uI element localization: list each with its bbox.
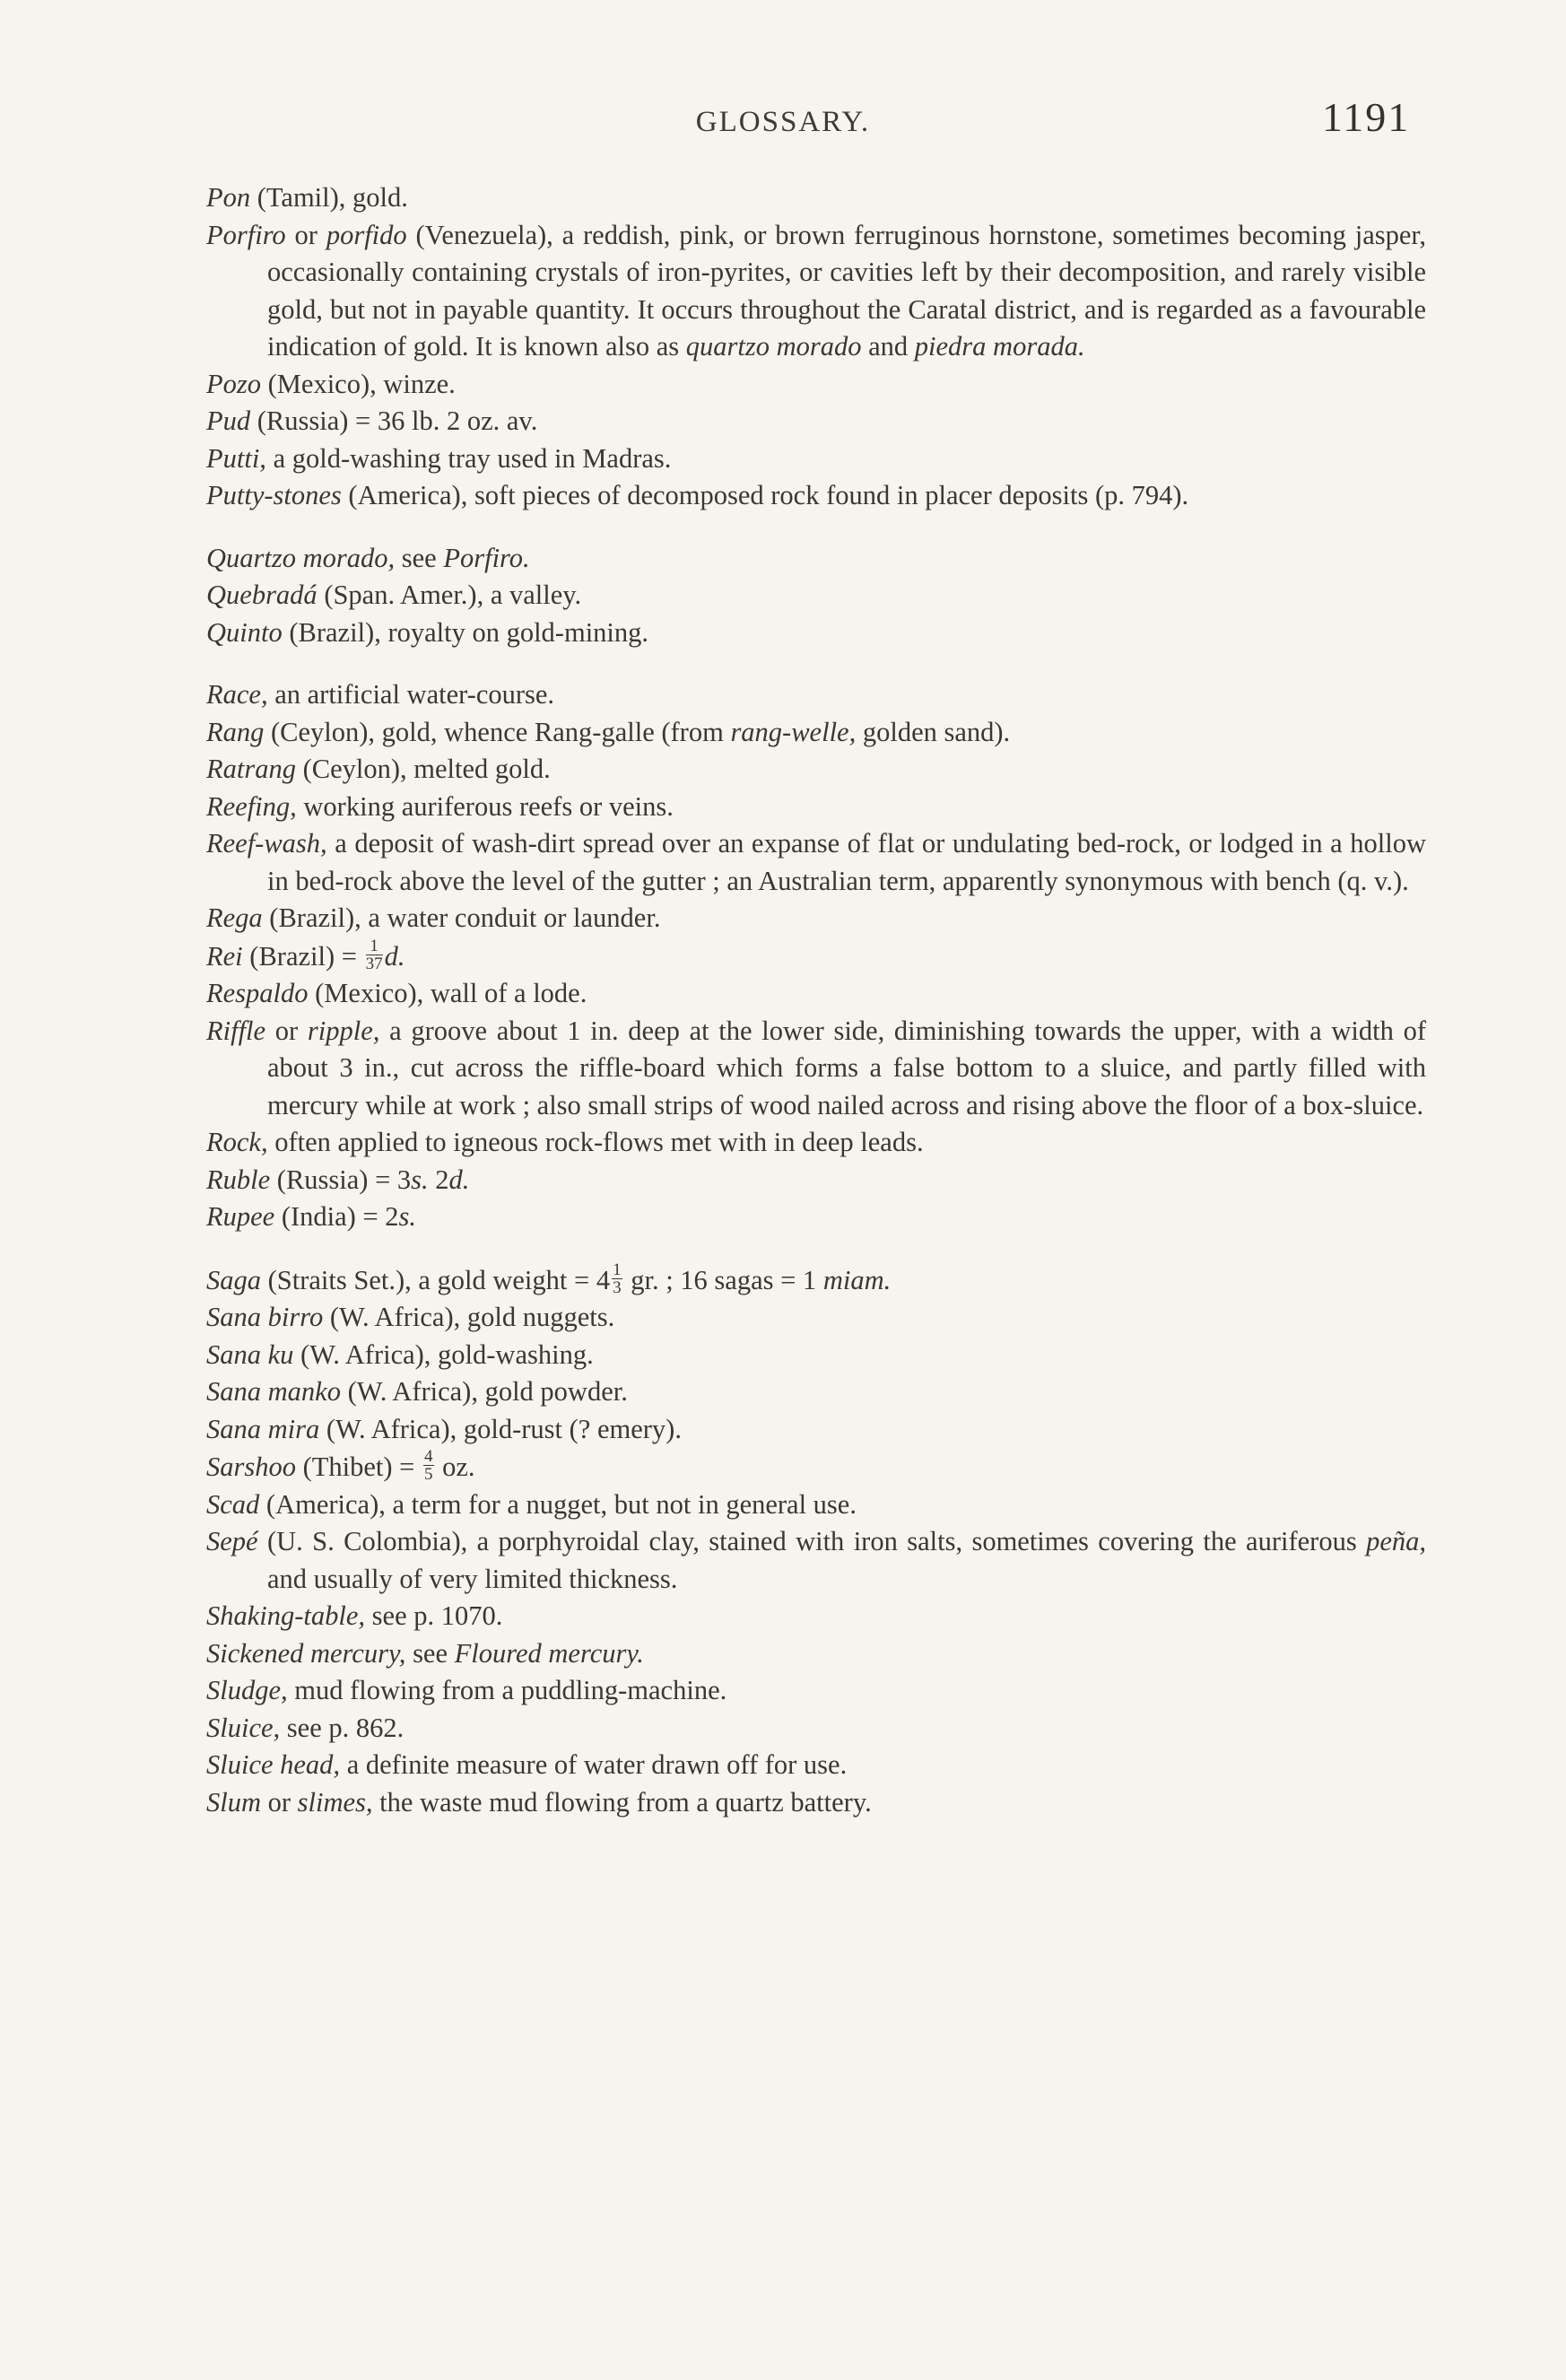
definition: golden sand). [856,716,1011,747]
entry-slum [206,1784,1426,1822]
definition: a gold-washing tray used in Madras. [265,442,672,474]
fraction-numerator: 4 [424,1447,433,1466]
definition: (Russia) = 3 [270,1164,412,1195]
definition: often applied to igneous rock-flows met with in deep leads. [267,1127,924,1157]
definition: gr. ; 16 sagas = 1 [623,1264,823,1295]
headword: Quinto [206,616,283,648]
definition: (America), soft pieces of decomposed rock found in placer deposits (p. 794). [341,480,1189,510]
entry-reef-wash [206,825,1426,900]
running-head: GLOSSARY. [695,106,871,138]
definition: or [285,219,326,250]
italic-term: rang-welle, [730,716,857,747]
headword: Slum [206,1786,261,1818]
definition: (U. S. Colombia), a porphyroidal clay, stained with iron salts, sometimes covering the auriferous [257,1526,1367,1556]
italic-term: s. [411,1164,429,1195]
definition: (Tamil), gold. [250,182,408,213]
definition: (India) = 2 [274,1201,399,1232]
headword: Ratrang [206,754,296,784]
headword: Pozo [206,368,261,399]
cross-reference: quartzo morado [685,331,862,362]
headword: Rei [206,940,243,972]
definition: (Straits Set.), a gold weight = 4 [261,1264,611,1295]
headword: Quebradá [206,580,318,610]
entry-pon [206,179,1426,217]
headword: Reef-wash, [206,828,327,859]
headword: Rupee [206,1201,275,1232]
headword: Shaking-table, [206,1600,366,1631]
headword: Sana manko [206,1376,341,1407]
headword: Saga [206,1264,261,1295]
entry-riffle [206,1013,1426,1125]
italic-term: d. [384,940,405,972]
entry-rei [206,937,1426,976]
definition: see [405,1637,455,1669]
fraction-numerator: 1 [366,937,383,955]
entry-group-p [206,179,1426,515]
entry-porfiro [206,217,1426,366]
definition: (Span. Amer.), a valley. [317,580,582,610]
entry-quebrada [206,577,1426,615]
entry-race [206,676,1426,714]
fraction-numerator: 1 [613,1260,622,1279]
definition: (Venezuela), a reddish, pink, or brown ferruginous hornstone, sometimes becoming jasper, occasionally containing crystals of iron-pyrites, or cavities left by their decomposition, and rarely visible gold, but not in payable quantity. It occurs throughout the Caratal district, and is regarded as a favourable indication of gold. It is known also as [267,219,1426,362]
headword: Sana birro [206,1302,324,1332]
definition: (Mexico), wall of a lode. [308,978,587,1008]
headword: Rang [206,716,265,747]
glossary-entries [206,179,1426,1846]
headword: Porfiro [206,219,286,250]
headword-variant: ripple, [307,1015,380,1046]
headword: Putti, [206,442,266,474]
entry-scad [206,1486,1426,1524]
entry-sarshoo [206,1448,1426,1486]
headword: Rock, [206,1127,268,1157]
headword: Sluice, [206,1712,281,1743]
definition: working auriferous reefs or veins. [296,790,674,822]
entry-sludge [206,1672,1426,1710]
definition: (Mexico), winze. [261,368,456,399]
fraction-denominator: 3 [613,1277,622,1297]
headword: Reefing, [206,790,297,822]
headword: Sana ku [206,1338,294,1370]
headword: Pon [206,182,251,213]
entry-quinto [206,615,1426,652]
definition: an artificial water-course. [267,679,555,710]
entry-putty-stones [206,477,1426,515]
entry-group-s [206,1261,1426,1822]
definition: and usually of very limited thickness. [267,1563,678,1594]
italic-term: s. [398,1201,417,1232]
definition: see [395,542,444,573]
entry-rega [206,900,1426,937]
headword: Respaldo [206,978,309,1008]
entry-quartzo-morado [206,540,1426,578]
definition: (Brazil), royalty on gold-mining. [282,616,649,648]
definition: oz. [435,1452,475,1482]
entry-sana-birro [206,1299,1426,1337]
definition: (W. Africa), gold-rust (? emery). [319,1413,682,1444]
entry-pud [206,403,1426,440]
entry-sepe [206,1523,1426,1598]
headword: Sarshoo [206,1452,296,1482]
fraction [366,937,383,972]
headword-variant: porfido [326,219,407,250]
headword-variant: slimes, [297,1786,373,1818]
definition: (W. Africa), gold-washing. [293,1338,594,1370]
definition: (Ceylon), gold, whence Rang-galle (from [264,716,731,747]
definition: (Brazil) = [242,940,364,972]
definition: the waste mud flowing from a quartz battery. [372,1786,872,1818]
cross-reference: Floured mercury. [454,1637,644,1669]
entry-sana-mira [206,1411,1426,1449]
entry-rang [206,714,1426,752]
page-number: 1191 [1322,94,1411,140]
entry-ratrang [206,751,1426,789]
cross-reference: piedra morada. [914,331,1085,362]
headword: Sana mira [206,1413,320,1444]
headword: Scad [206,1488,260,1520]
definition: (America), a term for a nugget, but not in general use. [259,1488,857,1520]
definition: and [861,331,915,362]
definition: see p. 862. [280,1712,405,1743]
headword: Sepé [206,1526,258,1556]
fraction-denominator: 37 [365,954,383,973]
fraction [612,1261,622,1296]
headword: Rega [206,902,263,933]
definition: (Brazil), a water conduit or launder. [262,902,661,933]
entry-group-q [206,540,1426,652]
headword: Riffle [206,1015,266,1046]
headword: Sluice head, [206,1749,341,1780]
headword: Race, [206,679,268,710]
entry-rock [206,1124,1426,1162]
definition: see p. 1070. [365,1600,503,1631]
definition: (Ceylon), melted gold. [295,754,551,784]
entry-sickened-mercury [206,1635,1426,1673]
definition: a deposit of wash-dirt spread over an expanse of flat or undulating bed-rock, or lodged in a hollow in bed-rock above the level of the gutter ; an Australian term, apparently synonymous with bench (q. v.). [267,828,1426,896]
fraction [423,1448,434,1483]
headword: Sickened mercury, [206,1637,406,1669]
entry-pozo [206,366,1426,404]
entry-putti [206,440,1426,478]
entry-group-r [206,676,1426,1236]
definition: (Thibet) = [296,1452,422,1482]
definition: a groove about 1 in. deep at the lower side, diminishing towards the upper, with a width of about 3 in., cut across the riffle-board which forms a false bottom to a sluice, and partly filled with mercury while at work ; also small strips of wood nailed across and rising above the floor of a box-sluice. [267,1015,1426,1120]
definition: mud flowing from a puddling-machine. [287,1675,727,1705]
headword: Quartzo morado, [206,542,396,573]
entry-sana-manko [206,1373,1426,1411]
definition: or [265,1015,308,1046]
headword: Pud [206,405,251,436]
definition: a definite measure of water drawn off for use. [340,1749,848,1780]
entry-ruble [206,1162,1426,1199]
entry-saga [206,1261,1426,1300]
headword: Ruble [206,1164,271,1195]
headword: Sludge, [206,1675,288,1705]
definition: or [261,1786,298,1818]
fraction-denominator: 5 [424,1465,433,1484]
headword: Putty-stones [206,480,342,510]
entry-sluice [206,1710,1426,1748]
entry-shaking-table [206,1598,1426,1635]
italic-term: peña, [1366,1526,1426,1556]
italic-term: d. [448,1164,470,1195]
definition: 2 [428,1164,449,1195]
cross-reference: Porfiro. [443,542,530,573]
definition: (Russia) = 36 lb. 2 oz. av. [250,405,538,436]
definition: (W. Africa), gold powder. [340,1376,628,1407]
entry-sluice-head [206,1747,1426,1784]
entry-sana-ku [206,1337,1426,1374]
entry-rupee [206,1199,1426,1236]
entry-reefing [206,789,1426,826]
entry-respaldo [206,975,1426,1013]
definition: (W. Africa), gold nuggets. [323,1302,615,1332]
italic-term: miam. [822,1264,892,1295]
